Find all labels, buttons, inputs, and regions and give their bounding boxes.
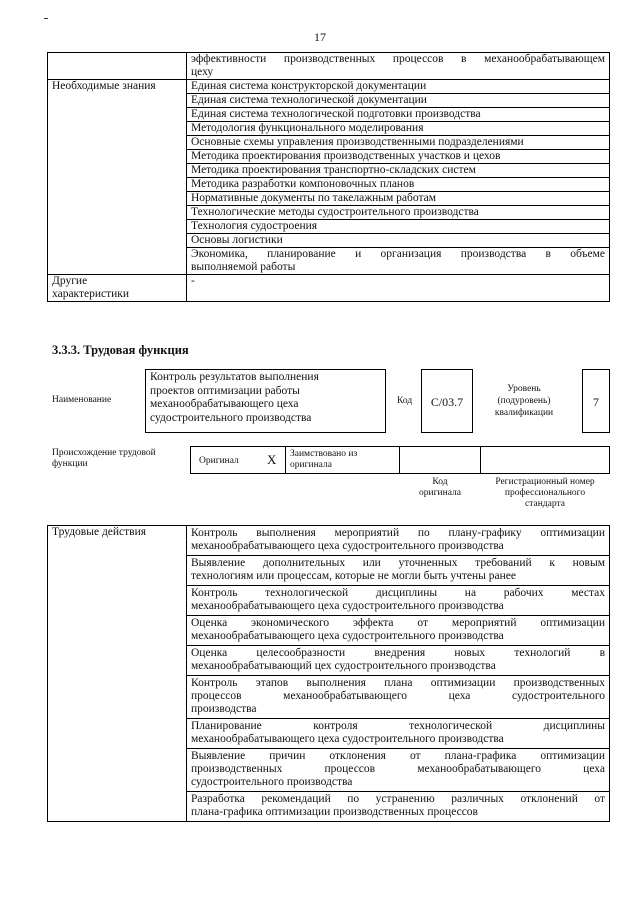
text-line: Оценка экономического эффекта от мероприятий оптимизации [191, 617, 605, 629]
text-line: Контроль этапов выполнения плана оптимизации производственных [191, 677, 605, 689]
text-line: механообрабатывающего цеха судостроительного производства [191, 733, 504, 745]
text-line: эффективности производственных процессов в механообрабатывающем [191, 53, 605, 65]
text-line: судостроительного производства [191, 776, 353, 788]
table-row [48, 80, 610, 94]
text-line: Контроль технологической дисциплины на рабочих местах [191, 587, 605, 599]
function-name-line: судостроительного производства [150, 411, 312, 424]
text-line: Выявление причин отклонения от плана-графика оптимизации [191, 750, 605, 762]
text-line: цеху [191, 66, 214, 78]
labor-action-item [187, 792, 610, 822]
code-caption: Код оригинала [419, 477, 461, 498]
continued-text-cell [187, 53, 610, 80]
text-line: производства [191, 703, 257, 715]
knowledge-item: Методика проектирования производственных участков и цехов [187, 150, 610, 164]
text-line: технологиям или процессам, которые не могли быть учтены ранее [191, 570, 516, 582]
registration-number-box [480, 446, 610, 474]
knowledge-item: Основные схемы управления производственными подразделениями [187, 136, 610, 150]
original-code-box [399, 446, 481, 474]
knowledge-item: Методика проектирования транспортно-складских систем [187, 164, 610, 178]
knowledge-item: Единая система конструкторской документации [187, 80, 610, 94]
knowledge-item: Технологические методы судостроительного производства [187, 206, 610, 220]
text-line: механообрабатывающий цех судостроительного производства [191, 660, 496, 672]
labor-action-item [187, 526, 610, 556]
origin-label: Происхождение трудовой функции [52, 448, 156, 469]
labor-action-item [187, 616, 610, 646]
knowledge-item [187, 248, 610, 275]
text-line: производственных процессов механообрабатывающего цеха [191, 763, 605, 775]
original-box [190, 446, 286, 474]
knowledge-item: Методика разработки компоновочных планов [187, 178, 610, 192]
knowledge-item: Основы логистики [187, 234, 610, 248]
labor-action-item [187, 676, 610, 719]
labor-action-item [187, 749, 610, 792]
knowledge-table [47, 52, 610, 302]
text-line: механообрабатывающего цеха судостроительного производства [191, 540, 504, 552]
page-number: 17 [314, 30, 326, 44]
original-mark: X [267, 452, 277, 467]
name-label: Наименование [52, 395, 112, 405]
level-value-box [582, 369, 610, 433]
section-title: 3.3.3. Трудовая функция [52, 343, 189, 357]
code-value-box [421, 369, 473, 433]
empty-cell [48, 53, 187, 80]
text-line: механообрабатывающего цеха судостроительного производства [191, 630, 504, 642]
function-name-line: проектов оптимизации работы [150, 384, 300, 397]
borrowed-box: Заимствовано из оригинала [285, 446, 400, 474]
labor-action-item [187, 719, 610, 749]
table-row [48, 526, 610, 556]
labor-actions-table [47, 525, 610, 822]
other-characteristics-value: - [187, 275, 610, 302]
labor-actions-label: Трудовые действия [48, 526, 187, 822]
text-line: Планирование контроля технологической дисциплины [191, 720, 605, 732]
text-line: характеристики [52, 288, 130, 300]
text-line: Контроль выполнения мероприятий по плану-графику оптимизации [191, 527, 605, 539]
labor-action-item [187, 646, 610, 676]
text-line: плана-графика оптимизации производственных процессов [191, 806, 478, 818]
registration-caption: Регистрационный номер профессионального стандарта [495, 477, 595, 509]
labor-action-item [187, 556, 610, 586]
other-characteristics-label [48, 275, 187, 302]
text-line: выполняемой работы [191, 261, 296, 273]
original-label: Оригинал [199, 456, 239, 466]
text-line: Выявление дополнительных или уточненных требований к новым [191, 557, 605, 569]
text-line: Экономика, планирование и организация производства в объеме [191, 248, 605, 260]
knowledge-item: Технология судостроения [187, 220, 610, 234]
labor-action-item [187, 586, 610, 616]
required-knowledge-label: Необходимые знания [48, 80, 187, 275]
level-value: 7 [593, 395, 599, 409]
function-name-line: Контроль результатов выполнения [150, 371, 319, 383]
text-line: Оценка целесообразности внедрения новых технологий в [191, 647, 605, 659]
knowledge-item: Нормативные документы по такелажным работам [187, 192, 610, 206]
knowledge-item: Единая система технологической подготовки производства [187, 108, 610, 122]
knowledge-item: Единая система технологической документации [187, 94, 610, 108]
text-line: процессов механообрабатывающего цеха судостроительного [191, 690, 605, 702]
text-line: механообрабатывающего цеха судостроительного производства [191, 600, 504, 612]
text-line: Разработка рекомендаций по устранению различных отклонений от [191, 793, 605, 805]
code-label: Код [397, 396, 413, 406]
function-name-box [145, 369, 386, 433]
function-name-line: механообрабатывающего цеха [150, 398, 299, 410]
code-value: C/03.7 [430, 395, 464, 409]
table-row [48, 53, 610, 80]
knowledge-item: Методология функционального моделирования [187, 122, 610, 136]
level-label: Уровень (подуровень) квалификации [494, 384, 554, 418]
table-row [48, 275, 610, 302]
text-line: Другие [52, 275, 88, 287]
margin-mark [44, 18, 48, 19]
